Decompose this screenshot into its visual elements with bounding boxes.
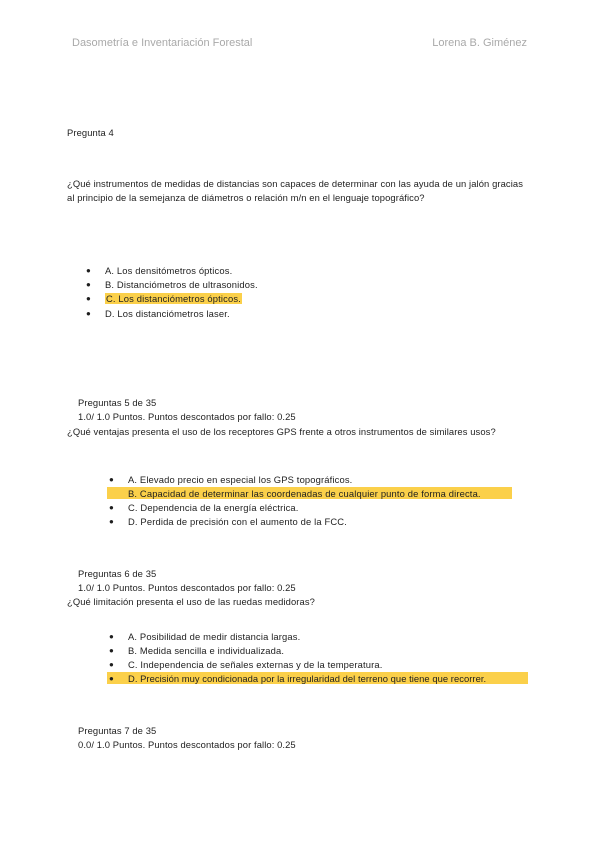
q6-bullet-b: ● <box>109 646 114 655</box>
q5-option-c: C. Dependencia de la energía eléctrica. <box>128 502 299 513</box>
q6-bullet-c: ● <box>109 660 114 669</box>
q5-option-b-highlighted: B. Capacidad de determinar las coordenadas de cualquier punto de forma directa. <box>128 488 481 499</box>
q6-option-b: B. Medida sencilla e individualizada. <box>128 645 285 656</box>
q4-bullet-a: ● <box>86 266 91 275</box>
q5-score: 1.0/ 1.0 Puntos. Puntos descontados por fallo: 0.25 <box>78 411 296 422</box>
q4-question: ¿Qué instrumentos de medidas de distancias son capaces de determinar con las ayuda de un jalón gracias al principio de la semejanza de diámetros o relación m/n en el lenguaje topográfico? <box>67 178 523 203</box>
q4-option-b: B. Distanciómetros de ultrasonidos. <box>105 279 258 290</box>
header-title: Dasometría e Inventariación Forestal <box>72 37 253 49</box>
q7-score: 0.0/ 1.0 Puntos. Puntos descontados por fallo: 0.25 <box>78 739 296 750</box>
q5-question: ¿Qué ventajas presenta el uso de los receptores GPS frente a otros instrumentos de similares usos? <box>67 426 496 437</box>
q6-score: 1.0/ 1.0 Puntos. Puntos descontados por fallo: 0.25 <box>78 582 296 593</box>
q5-option-d: D. Perdida de precisión con el aumento de la FCC. <box>128 516 347 527</box>
q6-title: Preguntas 6 de 35 <box>78 568 157 579</box>
q5-bullet-a: ● <box>109 475 114 484</box>
q4-bullet-b: ● <box>86 280 91 289</box>
q5-bullet-c: ● <box>109 503 114 512</box>
q6-question: ¿Qué limitación presenta el uso de las ruedas medidoras? <box>67 596 315 607</box>
q4-title: Pregunta 4 <box>67 127 114 138</box>
q4-bullet-c: ● <box>86 294 91 303</box>
q4-option-a: A. Los densitómetros ópticos. <box>105 265 233 276</box>
q6-option-c: C. Independencia de señales externas y de la temperatura. <box>128 659 383 670</box>
q6-bullet-d: ● <box>109 674 114 683</box>
q4-option-c-highlighted: C. Los distanciómetros ópticos. <box>106 293 241 304</box>
q6-bullet-a: ● <box>109 632 114 641</box>
q5-title: Preguntas 5 de 35 <box>78 397 157 408</box>
q4-option-d: D. Los distanciómetros laser. <box>105 308 230 319</box>
q6-option-d-highlighted: D. Precisión muy condicionada por la irregularidad del terreno que tiene que recorrer. <box>128 673 487 684</box>
header-author: Lorena B. Giménez <box>432 37 527 49</box>
q5-bullet-d: ● <box>109 517 114 526</box>
q7-title: Preguntas 7 de 35 <box>78 725 157 736</box>
q6-option-a: A. Posibilidad de medir distancia largas. <box>128 631 301 642</box>
q5-option-a: A. Elevado precio en especial los GPS topográficos. <box>128 474 353 485</box>
q4-bullet-d: ● <box>86 309 91 318</box>
